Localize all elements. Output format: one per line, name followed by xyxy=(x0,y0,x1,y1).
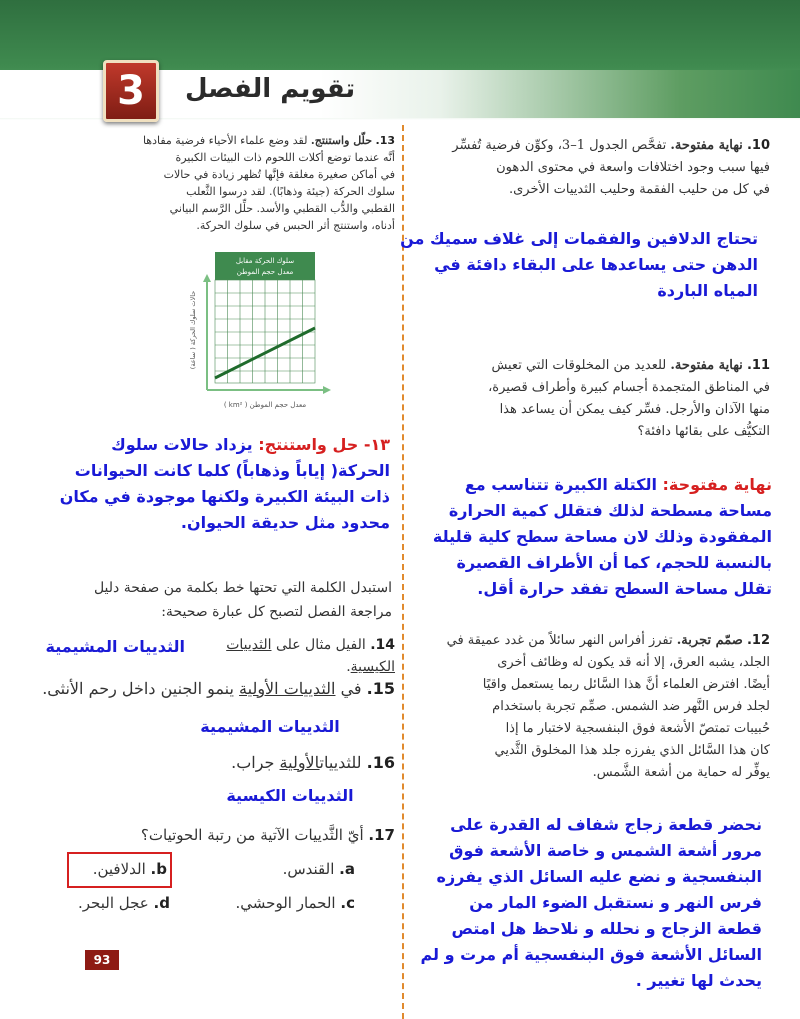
question-text: كان هذا السَّائل الذي يفرزه جلد هذا المخلوق الثَّديي xyxy=(494,743,770,758)
answer-line: ذات البيئة الكبيرة ولكنها موجودة في مكان xyxy=(59,487,390,506)
question-text: . xyxy=(346,659,351,675)
answer-10 xyxy=(398,226,758,304)
answer-line: الدهن حتى يساعدها على البقاء دافئة في xyxy=(434,255,758,274)
question-14 xyxy=(185,634,395,678)
answer-line: مرور أشعة الشمس و خاصة الأشعة فوق xyxy=(449,841,762,860)
question-text: في المناطق المتجمدة أجسام كبيرة وأطراف قصيرة، xyxy=(488,380,770,395)
option-text: القندس. xyxy=(282,860,335,878)
answer-11 xyxy=(402,472,772,602)
question-16 xyxy=(200,750,395,776)
question-text: منها الآذان والأرجل. فسِّر كيف يمكن أن يساعد هذا xyxy=(499,402,770,417)
answer-16: الثدييات الكيسية xyxy=(226,786,354,805)
question-number: 12. xyxy=(746,633,770,648)
underlined-term: الثدييات الأولية xyxy=(239,679,336,698)
answer-line: السائل الأشعة فوق البنفسجية أم مرت و لم xyxy=(420,945,762,964)
option-text: الحمار الوحشي. xyxy=(235,894,336,912)
option-letter: b. xyxy=(150,860,167,878)
graph-title: معدل حجم الموطن xyxy=(236,268,294,276)
question-text: في كل من حليب الفقمة وحليب الثدييات الأخرى. xyxy=(508,182,770,197)
chapter-number-badge: 3 xyxy=(103,60,159,122)
answer-line: قطعة الزجاج و نحلله و نلاحظ هل امتص xyxy=(451,919,762,938)
instruction-line: استبدل الكلمة التي تحتها خط بكلمة من صفحة دليل xyxy=(93,580,392,596)
option-a xyxy=(220,858,355,880)
option-text: عجل البحر. xyxy=(78,894,149,912)
question-12 xyxy=(400,630,770,784)
question-label: نهاية مفتوحة. xyxy=(670,358,743,373)
option-d xyxy=(50,892,170,914)
question-text: أنَّه عندما توضع أكلات اللحوم ذات البيئات الكبيرة xyxy=(175,151,395,164)
x-axis-arrowhead xyxy=(323,386,331,394)
option-letter: a. xyxy=(339,860,355,878)
question-11 xyxy=(400,355,770,443)
question-number: 13. xyxy=(375,134,395,147)
answer-15: الثدييات المشيمية xyxy=(200,717,340,736)
question-text: تفحَّص الجدول 1–3، وكوِّن فرضية تُفسِّر xyxy=(452,138,667,153)
question-number: 15. xyxy=(366,679,395,698)
question-text: في أماكن صغيرة مغلقة فإنَّها تُظهر زيادة في حالات xyxy=(163,168,395,181)
question-text: سلوك الحركة (جيئة وذهابًا). لقد درسوا الثَّعلب xyxy=(186,185,395,198)
answer-label: نهاية مفتوحة: xyxy=(662,475,772,494)
question-text: جراب. xyxy=(231,753,275,772)
question-10 xyxy=(400,135,770,201)
answer-line: المفقودة وذلك لان مساحة سطح كلية قليلة xyxy=(432,527,772,546)
answer-line: مساحة مسطحة لذلك فتقلل كمية الحرارة xyxy=(448,501,772,520)
graph-title: سلوك الحركة مقابل xyxy=(235,257,295,265)
answer-13 xyxy=(30,432,390,536)
question-text: للعديد من المخلوقات التي تعيش xyxy=(491,358,667,373)
question-text: أدناه، واستنتج أثر الحبس في سلوك الحركة. xyxy=(196,219,395,232)
answer-line: البنفسجية و نضع عليه السائل الذي يفرزه xyxy=(436,867,762,886)
question-text: الجلد، يشبه العرق، إلا أنه قد يكون له وظائف أخرى xyxy=(497,655,770,670)
graph-y-label: حالات سلوك الحركة ( ساعة) xyxy=(189,290,197,370)
option-c xyxy=(205,892,355,914)
question-17 xyxy=(80,822,395,848)
chapter-title: تقويم الفصل xyxy=(185,74,356,104)
question-13 xyxy=(105,132,395,234)
question-text: ينمو الجنين داخل رحم الأنثى. xyxy=(42,679,234,698)
answer-label: ١٣- حل واستنتج: xyxy=(258,435,390,454)
option-text: الدلافين. xyxy=(92,860,146,878)
option-b xyxy=(72,858,167,880)
answer-line: فرس النهر و نستقبل الضوء المار من xyxy=(469,893,762,912)
graph-x-label: معدل حجم الموطن ( km² ) xyxy=(223,401,307,409)
question-text: تفرز أفراس النهر سائلاً من غدد عميقة في xyxy=(446,633,673,648)
question-label: صمّم تجربة. xyxy=(676,633,743,648)
question-label: حلّل واستنتج. xyxy=(310,134,372,147)
question-number: 10. xyxy=(746,138,770,153)
y-axis-arrowhead xyxy=(203,274,211,282)
answer-line: تحتاج الدلافين والفقمات إلى غلاف سميك من xyxy=(400,229,758,248)
question-text: للثدييات xyxy=(319,753,362,772)
question-text: التكيُّف على بقائها دافئة؟ xyxy=(637,424,770,439)
answer-line: الكتلة الكبيرة تتناسب مع xyxy=(464,475,657,494)
graph-grid xyxy=(215,280,315,383)
answer-line: الحركة( إياباً وذهاباً) كلما كانت الحيوانات xyxy=(74,461,390,480)
answer-line: محدود مثل حديقة الحيوان. xyxy=(180,513,390,532)
question-text: أيّ الثَّدييات الآتية من رتبة الحوتيات؟ xyxy=(140,826,364,844)
question-text: حُبيبات تمتصّ الأشعة فوق البنفسجية لاختبار ما إذا xyxy=(505,721,770,736)
answer-line: تقلل مساحة السطح تفقد حرارة أقل. xyxy=(477,579,772,598)
question-text: في xyxy=(340,679,362,698)
question-text: فيها سبب وجود اختلافات واسعة في محتوى الدهون xyxy=(496,160,770,175)
answer-12 xyxy=(402,812,762,994)
question-text: لقد وضع علماء الأحياء فرضية مفادها xyxy=(142,134,308,147)
question-15 xyxy=(15,676,395,702)
instruction-line: مراجعة الفصل لتصبح كل عبارة صحيحة: xyxy=(161,604,392,620)
question-text: القطبي والدُّب القطبي والأسد. حلِّل الرَّسم البياني xyxy=(169,202,395,215)
vocabulary-instructions xyxy=(20,576,392,624)
answer-line: نحضر قطعة زجاج شفاف له القدرة على xyxy=(450,815,762,834)
question-number: 11. xyxy=(746,358,770,373)
question-number: 17. xyxy=(368,826,395,844)
option-letter: d. xyxy=(153,894,170,912)
underlined-term: الأولية xyxy=(279,753,320,772)
question-label: نهاية مفتوحة. xyxy=(670,138,743,153)
answer-14: الثدييات المشيمية xyxy=(45,637,185,656)
answer-line: يزداد حالات سلوك xyxy=(111,435,253,454)
question-number: 14. xyxy=(370,637,395,653)
question-text: أيضًا. افترض العلماء أنَّ هذا السَّائل ربما يستعمل واقيًا xyxy=(482,677,770,692)
page-number: 93 xyxy=(85,950,119,970)
question-text: الفيل مثال على xyxy=(275,637,366,653)
answer-line: المياه الباردة xyxy=(657,281,758,300)
answer-line: بالنسبة للحجم، كما أن الأطراف القصيرة xyxy=(456,553,772,572)
option-letter: c. xyxy=(340,894,355,912)
question-text: يوفِّر له حماية من أشعة الشَّمس. xyxy=(592,765,770,780)
pacing-behavior-graph xyxy=(185,250,385,415)
question-text: لجلد فرس النَّهر ضد الشمس. صمِّم تجربة باستخدام xyxy=(492,699,770,714)
answer-line: يحدث لها تغيير . xyxy=(635,971,762,990)
question-number: 16. xyxy=(366,753,395,772)
underlined-term: الثدييات الكيسية xyxy=(226,637,395,675)
